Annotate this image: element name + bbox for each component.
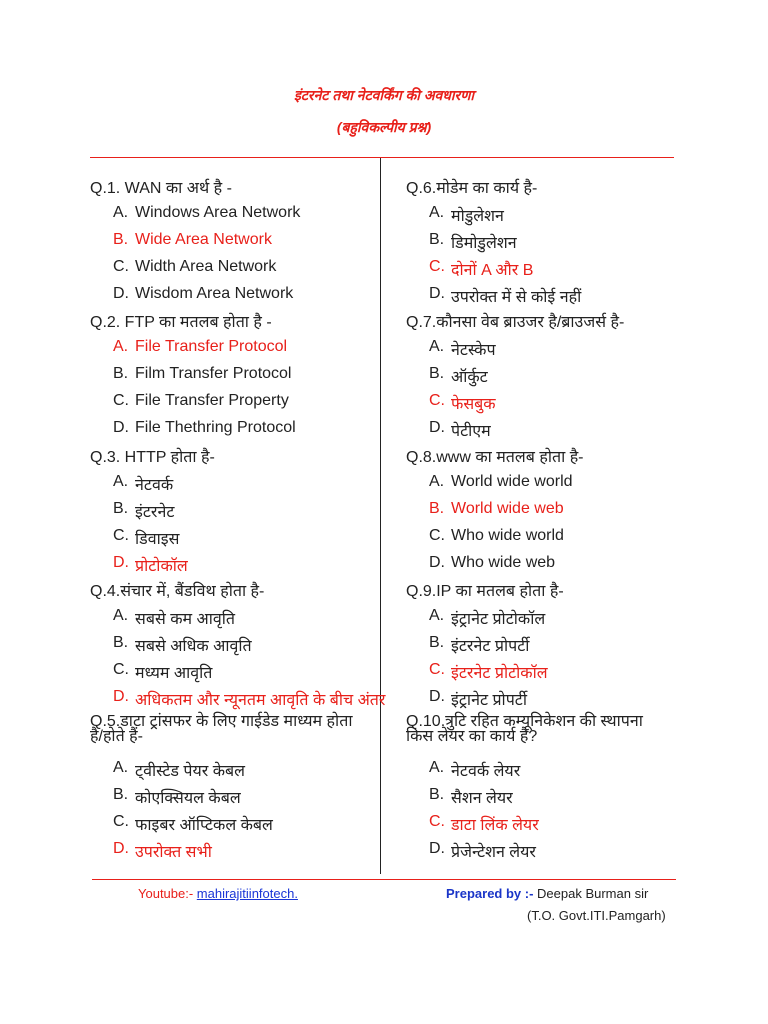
option-text: इंट्रानेट प्रोटोकॉल <box>451 611 546 628</box>
option-letter: D. <box>429 285 445 302</box>
option-text: Wide Area Network <box>135 231 272 248</box>
option-text: डिवाइस <box>135 531 180 548</box>
option-text: Who wide world <box>451 527 564 544</box>
option-text: File Thethring Protocol <box>135 419 296 436</box>
option-letter: A. <box>113 204 129 221</box>
option-text: डाटा लिंक लेयर <box>451 817 539 834</box>
option-text: Windows Area Network <box>135 204 301 221</box>
option-letter: A. <box>113 759 129 776</box>
option-letter: B. <box>429 634 445 651</box>
option-text: सैशन लेयर <box>451 790 513 807</box>
option-text: पेटीएम <box>451 423 491 440</box>
option-letter: D. <box>113 419 129 436</box>
column-divider <box>380 158 381 874</box>
option-text: फाइबर ऑप्टिकल केबल <box>135 817 273 834</box>
option-letter: C. <box>113 813 129 830</box>
option-letter: B. <box>429 786 445 803</box>
option-letter: A. <box>429 204 445 221</box>
prepared-by <box>446 886 648 901</box>
option-text: नेटस्केप <box>451 342 496 359</box>
question-text: Q.8.www का मतलब होता है- <box>406 449 584 466</box>
option-letter: C. <box>429 258 445 275</box>
option-text: File Transfer Protocol <box>135 338 288 355</box>
option-text: Film Transfer Protocol <box>135 365 292 382</box>
option-text: इंटरनेट <box>135 504 175 521</box>
option-text: World wide web <box>451 500 564 517</box>
option-letter: D. <box>113 285 129 302</box>
option-letter: B. <box>113 786 129 803</box>
prepared-by-label: Prepared by :- <box>446 886 534 901</box>
option-letter: C. <box>429 661 445 678</box>
option-letter: C. <box>113 527 129 544</box>
option-letter: C. <box>113 661 129 678</box>
option-text: कोएक्सियल केबल <box>135 790 241 807</box>
option-text: Width Area Network <box>135 258 277 275</box>
page-title: इंटरनेट तथा नेटवर्किंग की अवधारणा <box>293 87 475 103</box>
option-letter: B. <box>113 634 129 651</box>
option-letter: D. <box>429 840 445 857</box>
youtube-link[interactable]: mahirajitiinfotech. <box>196 886 298 901</box>
option-text: उपरोक्त में से कोई नहीं <box>451 289 582 306</box>
option-letter: A. <box>429 338 445 355</box>
question-text: Q.6.मोडेम का कार्य है- <box>406 180 538 197</box>
option-text: ट्वीस्टेड पेयर केबल <box>135 763 246 780</box>
bottom-divider <box>92 879 676 880</box>
option-letter: A. <box>113 338 129 355</box>
option-text: File Transfer Property <box>135 392 289 409</box>
option-text: डिमोडुलेशन <box>451 235 517 252</box>
option-text: इंटरनेट प्रोटोकॉल <box>451 665 548 682</box>
option-letter: A. <box>429 607 445 624</box>
option-letter: D. <box>113 554 129 571</box>
option-letter: A. <box>429 759 445 776</box>
question-text: Q.7.कौनसा वेब ब्राउजर है/ब्राउजर्स है- <box>406 314 625 331</box>
option-text: Who wide web <box>451 554 556 571</box>
question-text: Q.9.IP का मतलब होता है- <box>406 583 564 600</box>
option-text: सबसे कम आवृति <box>135 611 236 628</box>
option-letter: B. <box>429 231 445 248</box>
option-letter: B. <box>113 365 129 382</box>
option-text: अधिकतम और न्यूनतम आवृति के बीच अंतर <box>135 692 386 709</box>
option-letter: C. <box>113 258 129 275</box>
option-letter: D. <box>113 688 129 705</box>
option-letter: B. <box>113 231 129 248</box>
option-letter: C. <box>113 392 129 409</box>
option-text: नेटवर्क <box>135 477 174 494</box>
author-affiliation: (T.O. Govt.ITI.Pamgarh) <box>527 908 666 923</box>
option-text: दोनों A और B <box>451 262 534 279</box>
option-letter: A. <box>429 473 445 490</box>
option-text: प्रोटोकॉल <box>135 558 188 575</box>
option-letter: B. <box>429 365 445 382</box>
question-text: Q.3. HTTP होता है- <box>90 449 215 466</box>
option-letter: D. <box>429 419 445 436</box>
option-text: इंट्रानेट प्रोपर्टी <box>451 692 527 709</box>
question-text: Q.5.डाटा ट्रांसफर के लिए गाईडेड माध्यम होता है/होते हैं- <box>90 713 353 745</box>
option-letter: A. <box>113 473 129 490</box>
question-text: Q.1. WAN का अर्थ है - <box>90 180 232 197</box>
prepared-by-name: Deepak Burman sir <box>533 886 649 901</box>
option-letter: B. <box>113 500 129 517</box>
option-text: फेसबुक <box>451 396 496 413</box>
option-text: मोडुलेशन <box>451 208 504 225</box>
option-letter: D. <box>113 840 129 857</box>
page-subtitle: (बहुविकल्पीय प्रश्न) <box>336 119 432 135</box>
question-text: Q.2. FTP का मतलब होता है - <box>90 314 272 331</box>
option-text: प्रेजेन्टेशन लेयर <box>451 844 536 861</box>
option-letter: B. <box>429 500 445 517</box>
option-text: इंटरनेट प्रोपर्टी <box>451 638 530 655</box>
youtube-label: Youtube:- <box>138 886 197 901</box>
option-letter: C. <box>429 527 445 544</box>
option-letter: C. <box>429 813 445 830</box>
option-text: World wide world <box>451 473 573 490</box>
youtube-credit <box>138 886 298 901</box>
option-letter: C. <box>429 392 445 409</box>
option-letter: D. <box>429 688 445 705</box>
question-text: Q.10.त्रुटि रहित कम्यूनिकेशन की स्थापना किस लेयर का कार्य है? <box>406 713 643 745</box>
top-divider <box>90 157 674 158</box>
option-letter: D. <box>429 554 445 571</box>
option-text: उपरोक्त सभी <box>135 844 212 861</box>
option-text: नेटवर्क लेयर <box>451 763 521 780</box>
option-text: मध्यम आवृति <box>135 665 213 682</box>
option-text: Wisdom Area Network <box>135 285 294 302</box>
option-letter: A. <box>113 607 129 624</box>
option-text: ऑर्कुट <box>451 369 488 386</box>
option-text: सबसे अधिक आवृति <box>135 638 252 655</box>
question-text: Q.4.संचार में, बैंडविथ होता है- <box>90 583 265 600</box>
